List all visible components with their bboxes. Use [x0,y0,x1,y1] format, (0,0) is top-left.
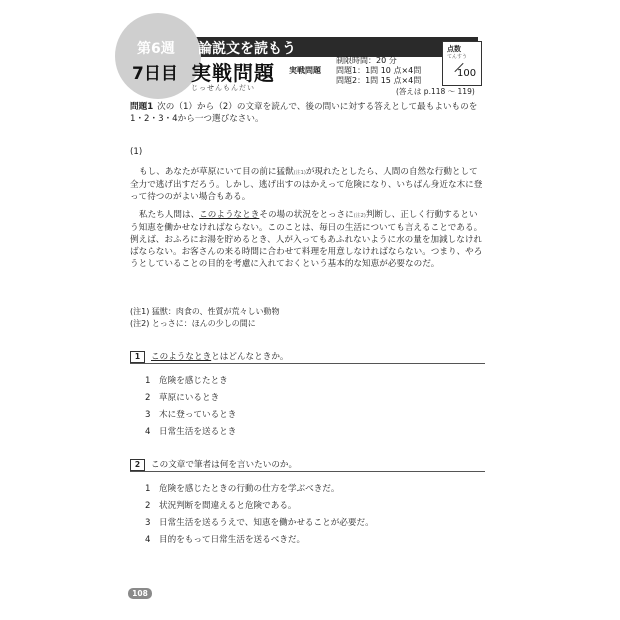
section-label: 実戦問題 [289,66,321,75]
question-number: 1 [130,351,145,363]
p1-text-b: が現れたとしたら、人間の自然な行動として全力で逃げ出すだろう。しかし、逃げ出すのはかえって危険になり、いちばん身近な木に登って待つのがよい場合もある。 [130,167,483,202]
answer-option[interactable]: 4 日常生活を送るとき [145,427,237,437]
question-text: とはどんなときか。 [211,352,289,362]
p1-keyword: 猛獣 [276,167,294,177]
q1-points: 問題1：1問 10 点×4問 [336,66,422,75]
answer-option[interactable]: 3 木に登っているとき [145,410,237,420]
question-1 [130,350,289,363]
p2-underlined-phrase: このようなとき [199,210,260,220]
answer-option[interactable]: 1 危険を感じたとき [145,376,228,386]
question-number: 2 [130,459,145,471]
p1-note-marker: (注1) [293,170,306,176]
instruction-text: 次の（1）から（2）の文章を読んで、後の問いに対する答えとして最もよいものを1・2・3・4から一つ選びなさい。 [130,102,478,124]
passage-paragraph-1 [130,166,485,203]
question-2 [130,458,297,471]
answer-reference: (答えは p.118 ～ 119) [396,87,475,96]
time-limit: 制限時間：20 分 [336,56,397,65]
score-ruby: てんすう [447,54,468,60]
question-underlined-phrase: このようなとき [151,352,212,362]
footnotes [130,306,485,330]
page-title-ruby: じっせんもんだい [191,84,255,92]
question-text: この文章で筆者は何を言いたいのか。 [151,460,298,470]
p2-text-c: 判断し、正しく行動するという知恵を働かせなければならない。このことは、毎日の生活についても言えることである。例えば、おふろにお湯を貯めるとき、人が入ってもあふれないように水の量を加減しなければならない。お客さんの来る時間に合わせて料理を用意しなければならない。つまり、やろうとしていることの目的を考慮に入れておくという基本的な知恵が必要なのだ。 [130,210,483,269]
p2-text-b: その場の状況をとっさに [259,210,354,220]
answer-option[interactable]: 2 状況判断を間違えると危険である。 [145,501,297,511]
answer-option[interactable]: 3 日常生活を送るうえで、知恵を働かせることが必要だ。 [145,518,374,528]
p2-note-marker: (注2) [353,213,366,219]
p2-text-a: 私たち人間は、 [139,210,200,220]
week-label: 第6週 [137,41,175,57]
score-label: 点数 [447,45,461,53]
q2-points: 問題2：1問 15 点×4問 [336,76,422,85]
instruction-label: 問題1 [130,102,154,112]
score-total: 100 [457,68,477,79]
question-divider [130,363,485,364]
time-limit-box [336,56,438,86]
footnote-2: (注2) とっさに：ほんの少しの間に [130,319,256,328]
page-title: 実戦問題 [191,61,275,85]
question-divider [130,471,485,472]
score-box [442,41,482,86]
passage-paragraph-2 [130,209,485,270]
page-number: 108 [128,588,152,599]
instruction [130,101,485,125]
passage-part-number: (1) [130,147,143,157]
unit-title: 論説文を読もう [198,41,296,57]
day-label: 7日目 [132,64,178,84]
answer-option[interactable]: 1 危険を感じたときの行動の仕方を学ぶべきだ。 [145,484,340,494]
answer-option[interactable]: 2 草原にいるとき [145,393,220,403]
answer-option[interactable]: 4 目的をもって日常生活を送るべきだ。 [145,535,306,545]
p1-text-a: もし、あなたが草原にいて目の前に [139,167,277,177]
footnote-1: (注1) 猛獣：肉食の、性質が荒々しい動物 [130,307,280,316]
